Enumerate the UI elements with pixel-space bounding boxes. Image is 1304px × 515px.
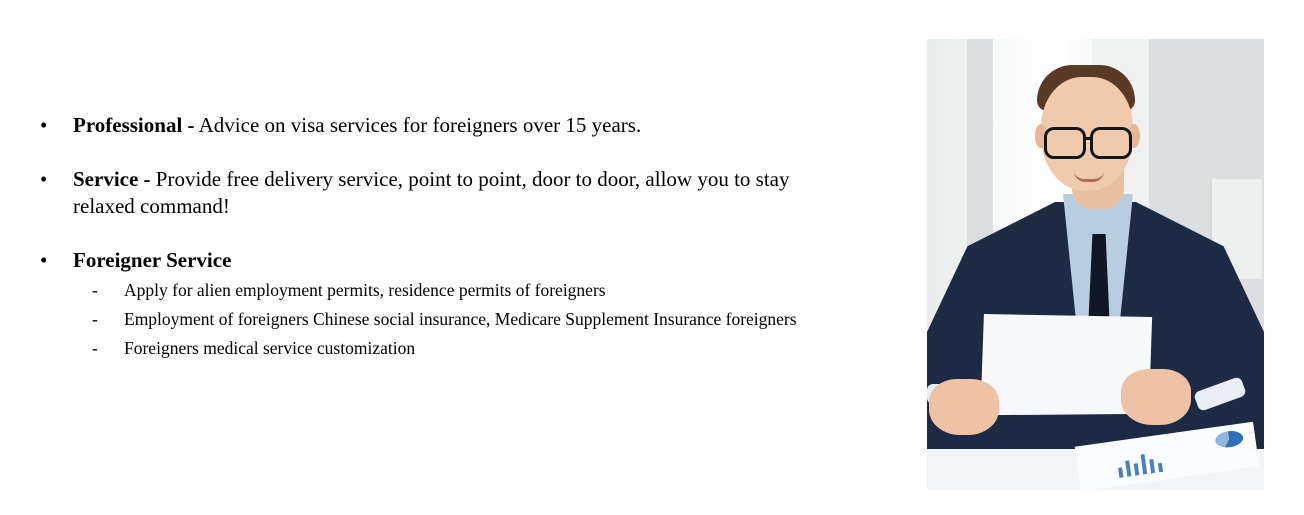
- bullet-heading: Service -: [73, 167, 151, 191]
- document-bar: [1158, 463, 1163, 472]
- sub-marker: -: [92, 309, 98, 329]
- bullet-foreigner-service: [40, 247, 840, 358]
- bullet-text: Advice on visa services for foreigners over 15 years.: [194, 113, 642, 137]
- sub-item-text: Apply for alien employment permits, residence permits of foreigners: [124, 280, 606, 300]
- glasses-lens: [1044, 127, 1086, 159]
- sub-item-employment-permits: [92, 280, 804, 300]
- hand: [929, 379, 999, 435]
- sub-item-text: Foreigners medical service customization: [124, 338, 416, 358]
- document-bar: [1118, 467, 1123, 477]
- bullet-service: [40, 166, 840, 220]
- bullet-marker: •: [40, 248, 48, 272]
- bullet-marker: •: [40, 167, 48, 191]
- sub-item-social-insurance: [92, 309, 804, 329]
- document-bar: [1149, 459, 1155, 473]
- bullet-professional: [40, 112, 840, 139]
- sub-list: [73, 280, 840, 358]
- bullet-heading: Professional -: [73, 113, 195, 137]
- feature-list: [40, 112, 840, 358]
- bullet-heading: Foreigner Service: [73, 248, 232, 272]
- bullet-marker: •: [40, 113, 48, 137]
- sub-marker: -: [92, 280, 98, 300]
- glasses-icon: [1042, 127, 1134, 159]
- glasses-lens: [1090, 127, 1132, 159]
- sub-item-text: Employment of foreigners Chinese social insurance, Medicare Supplement Insurance foreigners: [124, 309, 797, 329]
- document-bar: [1125, 460, 1131, 476]
- businessman-photo: [927, 39, 1264, 490]
- document-bar: [1140, 454, 1147, 474]
- bullet-text: Provide free delivery service, point to point, door to door, allow you to stay relaxed command!: [73, 167, 790, 218]
- document-pie: [1214, 429, 1244, 449]
- document-bar: [1134, 463, 1140, 475]
- hand: [1121, 369, 1191, 425]
- sub-item-medical-service: [92, 338, 804, 358]
- sub-marker: -: [92, 338, 98, 358]
